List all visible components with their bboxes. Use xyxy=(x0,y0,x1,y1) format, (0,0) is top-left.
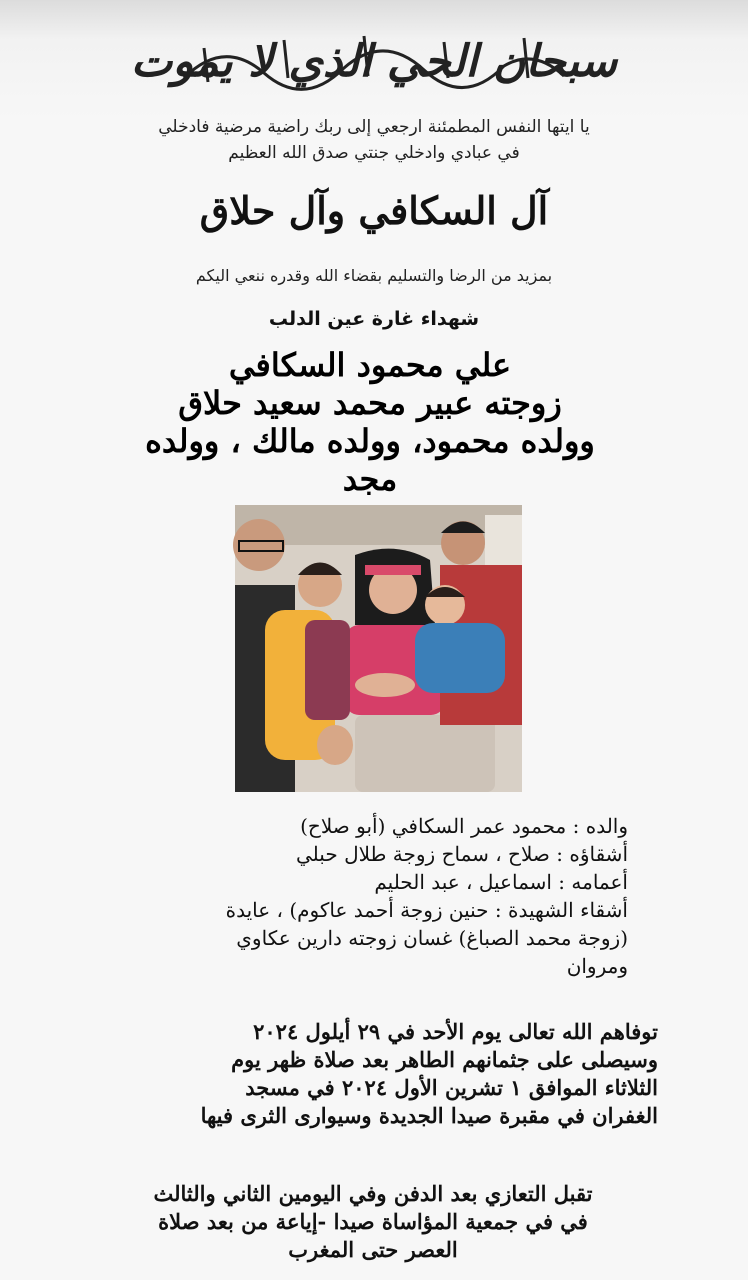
martyr-name-2: زوجته عبير محمد سعيد حلاق xyxy=(178,384,562,422)
condolence-line: العصر حتى المغرب xyxy=(288,1237,458,1262)
family-list-line: أشقاء الشهيدة : حنين زوجة أحمد عاكوم) ، عايدة xyxy=(225,898,628,922)
martyr-name-4: مجد xyxy=(342,460,398,498)
announcement: بمزيد من الرضا والتسليم بقضاء الله وقدره ننعي اليكم xyxy=(195,266,553,285)
family-list-line: ومروان xyxy=(566,954,628,978)
calligraphy-text: سبحان الحي الذي لا يموت xyxy=(130,36,618,87)
condolence-paragraph xyxy=(78,1180,668,1264)
death-paragraph xyxy=(88,1018,658,1130)
martyr-name-3: وولده محمود، وولده مالك ، وولده xyxy=(145,422,595,460)
calligraphy-header xyxy=(0,18,748,98)
family-list-line: (زوجة محمد الصباغ) غسان زوجته دارين عكاوي xyxy=(236,926,628,950)
family-list-line: والده : محمود عمر السكافي (أبو صلاح) xyxy=(300,814,628,838)
martyrs-label: شهداء غارة عين الدلب xyxy=(268,308,480,330)
death-line: وسيصلى على جثمانهم الطاهر بعد صلاة ظهر يوم xyxy=(231,1047,658,1072)
family-list-line: أشقاؤه : صلاح ، سماح زوجة طلال حبلي xyxy=(296,842,628,866)
martyr-name-1: علي محمود السكافي xyxy=(228,346,512,384)
death-line: الغفران في مقبرة صيدا الجديدة وسيوارى الثرى فيها xyxy=(200,1103,658,1128)
condolence-line: تقبل التعازي بعد الدفن وفي اليومين الثاني والثالث xyxy=(153,1181,593,1206)
family-photo-illustration xyxy=(235,505,522,792)
family-list-line: أعمامه : اسماعيل ، عبد الحليم xyxy=(374,870,628,894)
verse-line-2: في عبادي وادخلي جنتي صدق الله العظيم xyxy=(228,143,520,163)
family-photo xyxy=(235,505,522,792)
death-line: توفاهم الله تعالى يوم الأحد في ٢٩ أيلول ٢٠٢٤ xyxy=(253,1019,658,1044)
calligraphy-art xyxy=(130,18,618,98)
martyr-names xyxy=(110,346,630,498)
families-title: آل السكافي وآل حلاق xyxy=(199,188,549,233)
condolence-line: في في جمعية المؤاساة صيدا -إياعة من بعد صلاة xyxy=(158,1209,588,1234)
family-members-list xyxy=(108,812,628,980)
verse-line-1: يا ايتها النفس المطمئنة ارجعي إلى ربك راضية مرضية فادخلي xyxy=(158,117,590,137)
death-line: الثلاثاء الموافق ١ تشرين الأول ٢٠٢٤ في مسجد xyxy=(245,1075,658,1100)
